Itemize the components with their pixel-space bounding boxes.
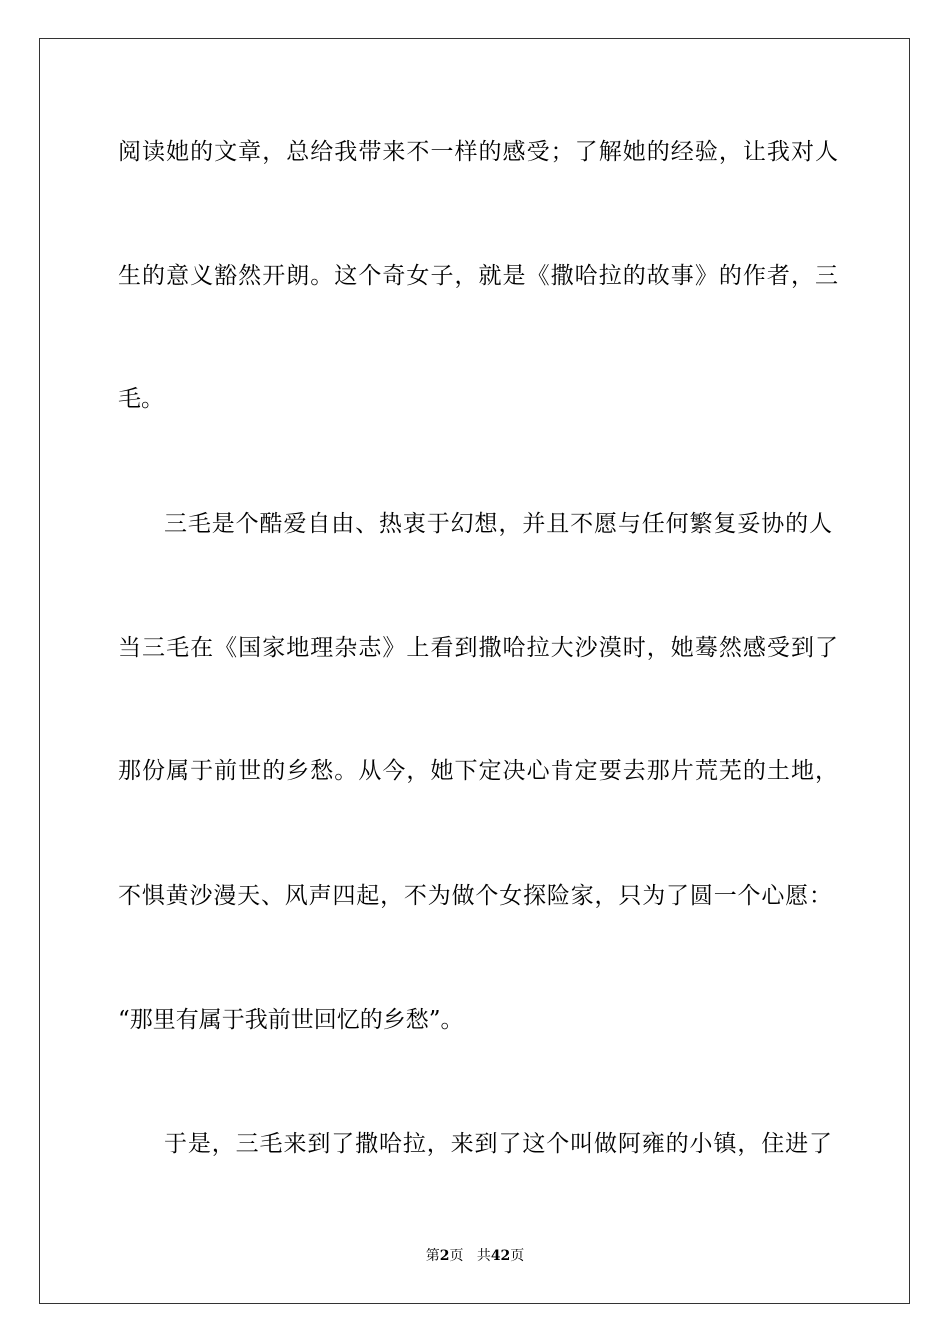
page-footer [0,1247,950,1265]
paragraph-line: 那份属于前世的乡愁。从今，她下定决心肯定要去那片荒芜的土地， [118,758,838,784]
total-pages-number: 42 [490,1248,511,1264]
paragraph-line: 毛。 [118,386,164,412]
paragraph-line: 不惧黄沙漫天、风声四起，不为做个女探险家，只为了圆一个心愿： [118,883,832,909]
footer-total-prefix: 共 [476,1248,491,1264]
paragraph-line: 三毛是个酷爱自由、热衷于幻想，并且不愿与任何繁复妥协的人 [164,511,832,537]
paragraph-line: 生的意义豁然开朗。这个奇女子，就是《撒哈拉的故事》的作者，三 [118,263,838,289]
paragraph-line: 于是，三毛来到了撒哈拉，来到了这个叫做阿雍的小镇，住进了 [164,1131,832,1157]
page-border [39,38,910,1304]
footer-page-word: 页 [449,1248,464,1264]
paragraph-line: 阅读她的文章，总给我带来不一样的感受；了解她的经验，让我对人 [118,139,838,165]
current-page-number: 2 [439,1248,450,1264]
footer-prefix: 第 [425,1248,440,1264]
paragraph-line: “那里有属于我前世回忆的乡愁”。 [118,1007,464,1033]
paragraph-line: 当三毛在《国家地理杂志》上看到撒哈拉大沙漠时，她蓦然感受到了 [118,635,838,661]
footer-total-suffix: 页 [510,1248,525,1264]
